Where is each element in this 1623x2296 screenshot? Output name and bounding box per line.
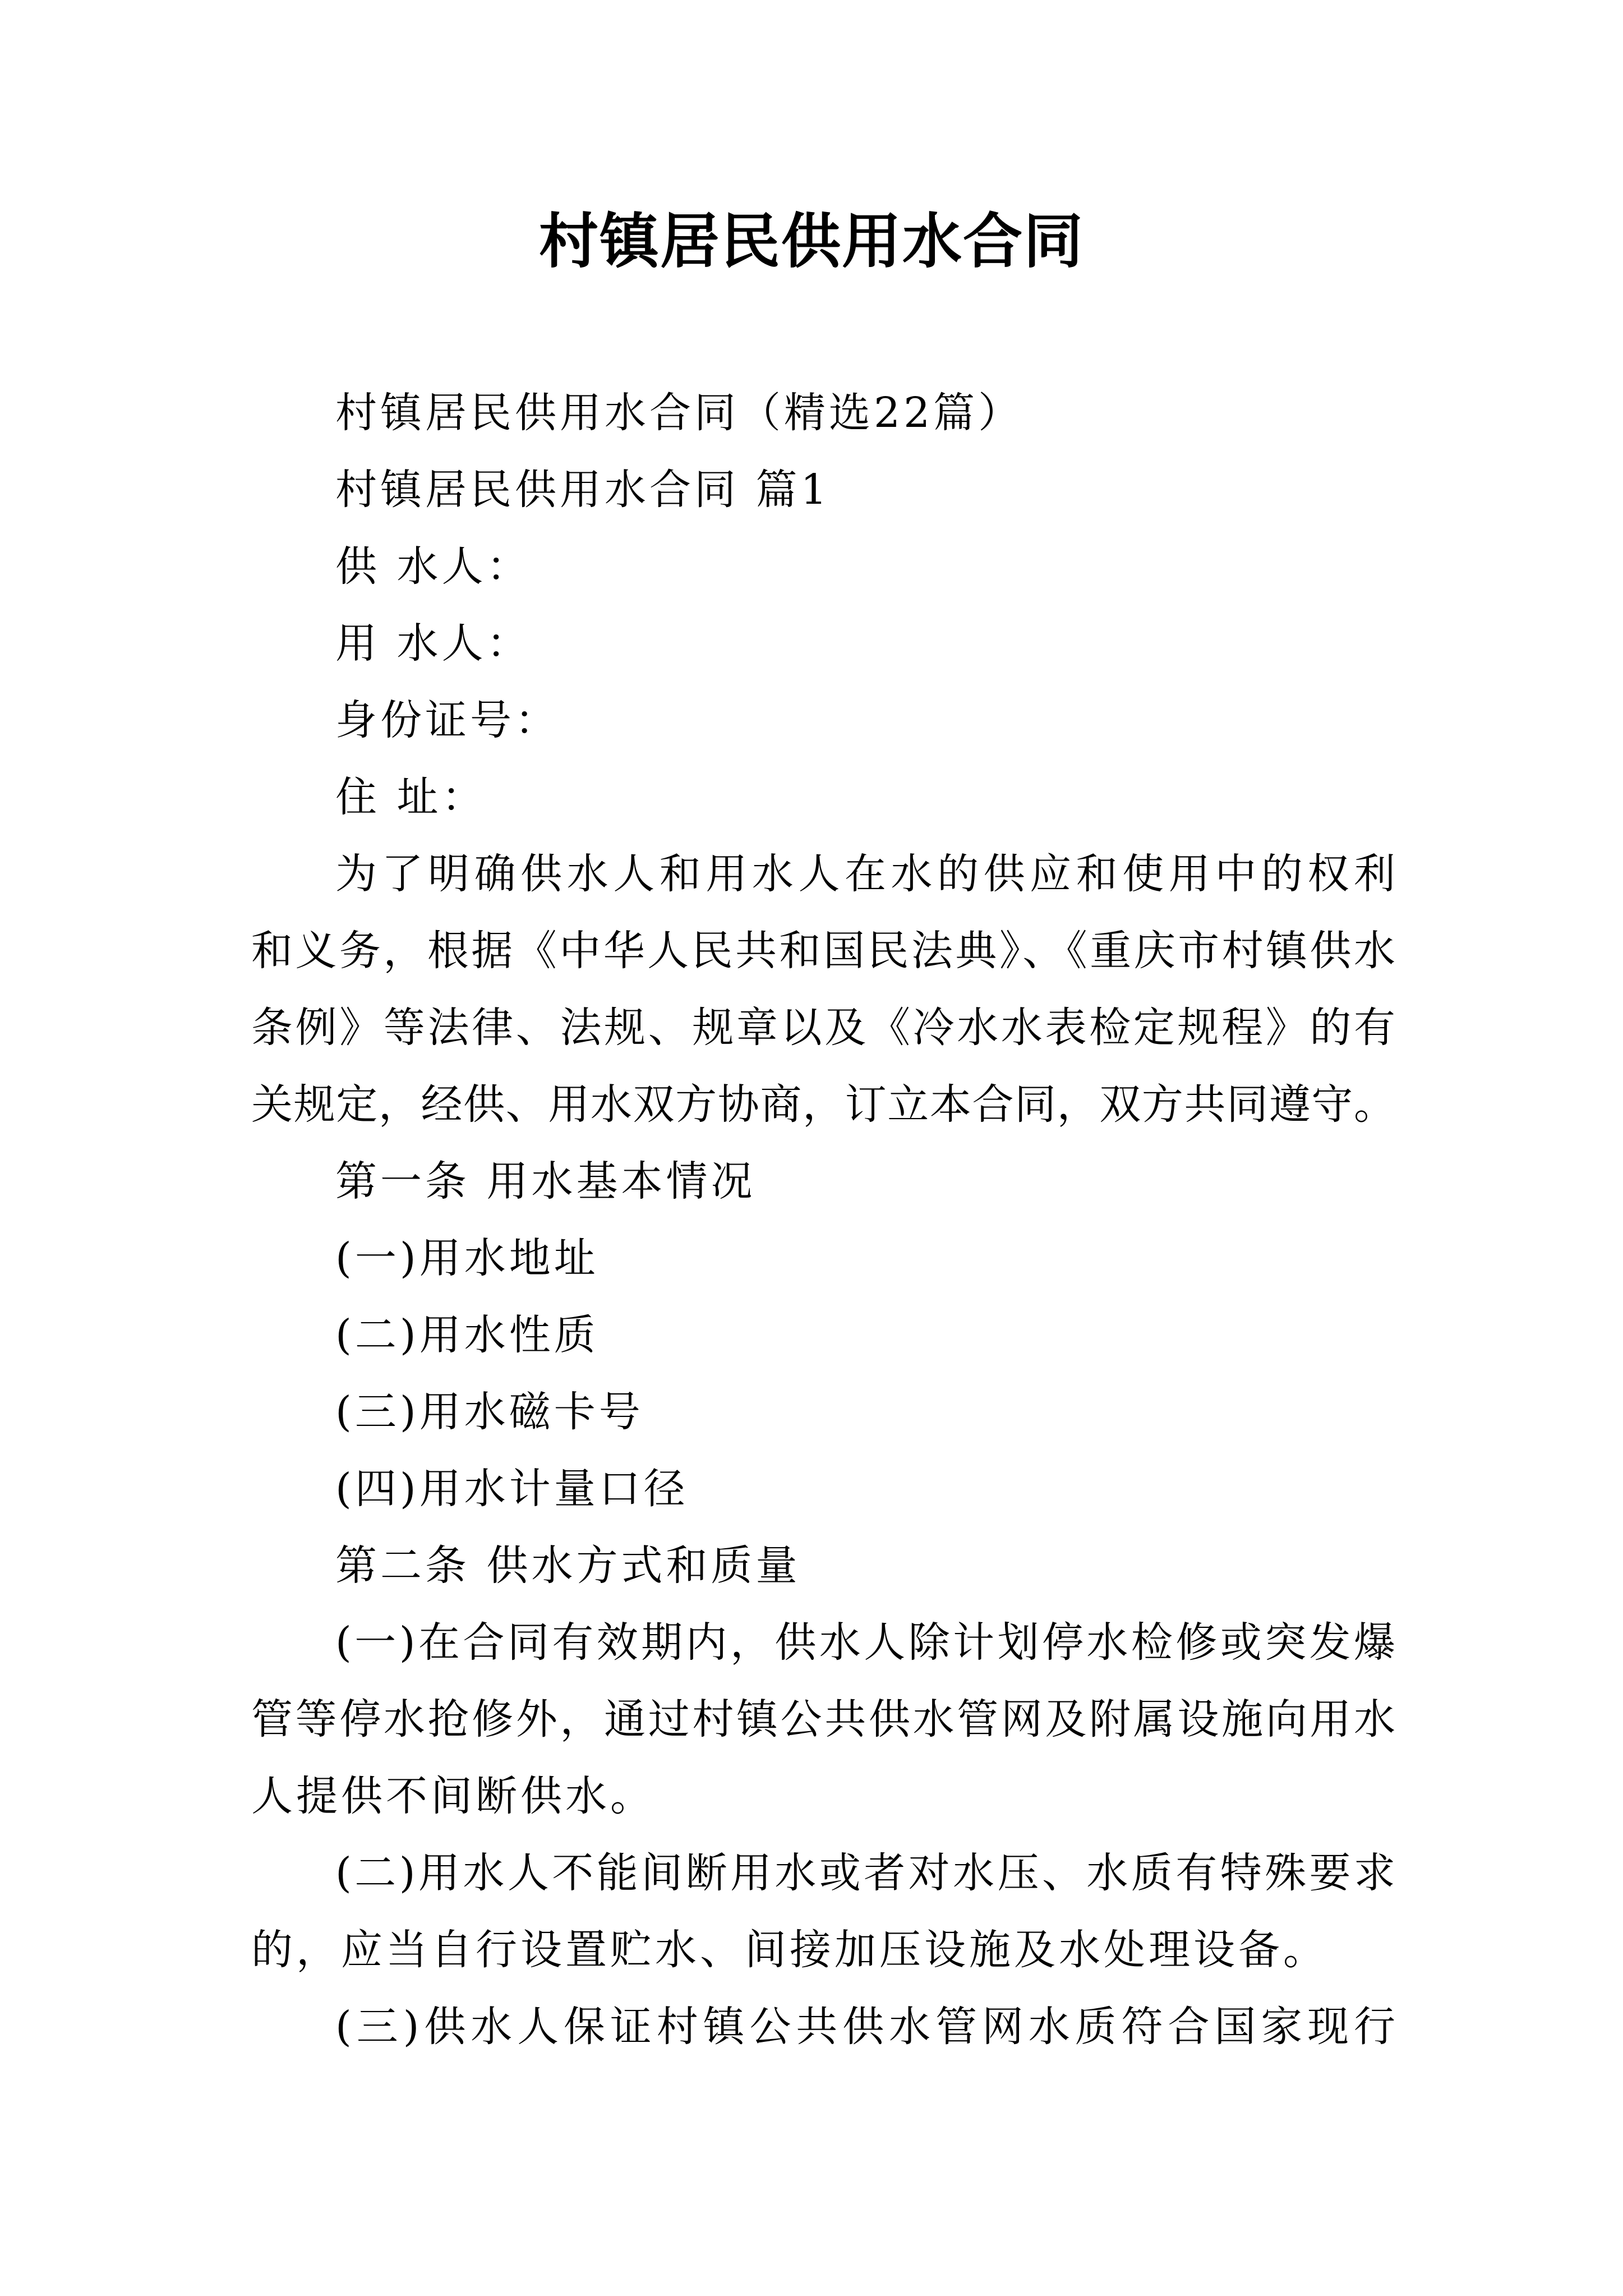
paragraph-line: (一)用水地址 [335,1234,599,1282]
paragraph-line: (四)用水计量口径 [335,1465,689,1513]
paragraph-line: 第一条 用水基本情况 [335,1157,756,1205]
paragraph-line: 村镇居民供用水合同 篇1 [335,466,831,514]
paragraph-line: 管等停水抢修外，通过村镇公共供水管网及附属设施向用水 [251,1695,1395,1743]
paragraph-line: 用 水人： [335,619,532,668]
paragraph-line: 的，应当自行设置贮水、间接加压设施及水处理设备。 [251,1926,1328,1974]
paragraph-line: 住 址： [335,773,487,821]
document-body [251,375,1395,2065]
paragraph-line: 关规定，经供、用水双方协商，订立本合同，双方共同遵守。 [251,1080,1395,1129]
paragraph-line: (三)供水人保证村镇公共供水管网水质符合国家现行 [335,2003,1395,2051]
paragraph-line: 为了明确供水人和用水人在水的供应和使用中的权利 [335,850,1395,898]
paragraph-line: (二)用水性质 [335,1311,599,1359]
paragraph-line: 和义务，根据《中华人民共和国民法典》、《重庆市村镇供水 [251,927,1395,975]
paragraph-line: 人提供不间断供水。 [251,1772,655,1820]
paragraph-line: (二)用水人不能间断用水或者对水压、水质有特殊要求 [335,1849,1395,1897]
paragraph-line: (一)在合同有效期内，供水人除计划停水检修或突发爆 [335,1618,1395,1667]
paragraph-line: 身份证号： [335,696,560,744]
paragraph-line: 条例》等法律、法规、规章以及《冷水水表检定规程》的有 [251,1004,1395,1052]
paragraph-line: 供 水人： [335,542,532,591]
paragraph-line: 第二条 供水方式和质量 [335,1542,801,1590]
paragraph-line: (三)用水磁卡号 [335,1388,644,1436]
document-title: 村镇居民供用水合同 [539,206,1084,276]
paragraph-line: 村镇居民供用水合同（精选22篇） [335,389,1023,437]
